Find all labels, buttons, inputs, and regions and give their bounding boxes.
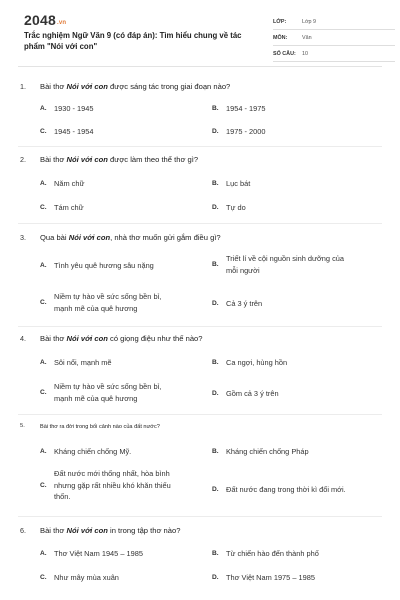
option-label: B. — [212, 180, 219, 188]
meta-value: Lớp 9 — [302, 18, 317, 25]
option-1a[interactable] — [40, 103, 93, 115]
option-3a[interactable] — [40, 260, 154, 272]
option-text: 1954 - 1975 — [226, 104, 266, 113]
option-label: D. — [212, 128, 219, 136]
logo-suffix: .vn — [56, 20, 67, 26]
question-text: Bài thơ Nói với con được sáng tác trong giai đoạn nào? — [40, 82, 231, 91]
logo-text: 2048 — [24, 12, 56, 28]
question-number: 6. — [20, 526, 26, 535]
option-text: Lục bát — [226, 179, 251, 188]
option-2c[interactable] — [40, 202, 84, 214]
option-label: D. — [212, 574, 219, 582]
option-text: 1945 - 1954 — [54, 127, 94, 136]
option-text: Cả 3 ý trên — [226, 299, 263, 308]
meta-value: 10 — [302, 50, 308, 57]
option-text: Đất nước đang trong thời kì đổi mới. — [226, 485, 346, 494]
option-label: A. — [40, 550, 47, 558]
meta-row-subject — [273, 30, 395, 46]
question-number: 4. — [20, 334, 26, 343]
option-4b[interactable] — [212, 357, 287, 369]
divider — [18, 223, 382, 224]
option-label: C. — [40, 299, 47, 306]
option-text: Sôi nổi, mạnh mẽ — [54, 358, 112, 367]
option-text: Tình yêu quê hương sâu nặng — [54, 261, 154, 270]
question-number: 1. — [20, 82, 26, 91]
divider — [18, 326, 382, 327]
option-label: B. — [212, 359, 219, 367]
question-text: Bài thơ Nói với con in trong tập thơ nào? — [40, 526, 181, 535]
option-label: A. — [40, 359, 47, 367]
option-text: Đất nước mới thống nhất, hòa bình nhưng gặp rất nhiều khó khăn thiếu thốn. — [54, 469, 171, 501]
option-label: B. — [212, 105, 219, 113]
option-label: D. — [212, 390, 219, 398]
option-text: Kháng chiến chống Mỹ. — [54, 447, 132, 456]
header — [18, 0, 382, 67]
option-text: Tự do — [226, 203, 246, 212]
option-label: C. — [40, 389, 47, 396]
option-text: 1930 - 1945 — [54, 104, 94, 113]
option-5b[interactable] — [212, 446, 309, 458]
question-text: Bài thơ Nói với con có giọng điệu như thế nào? — [40, 334, 203, 343]
option-label: A. — [40, 180, 47, 188]
meta-key: MÔN: — [273, 34, 288, 41]
site-logo[interactable] — [24, 12, 66, 28]
divider — [18, 516, 382, 517]
meta-table — [273, 14, 395, 62]
meta-key: SỐ CÂU: — [273, 50, 296, 57]
option-5c[interactable] — [40, 468, 171, 503]
option-text: Như mây mùa xuân — [54, 573, 119, 582]
option-5a[interactable] — [40, 446, 131, 458]
page-title: Trắc nghiệm Ngữ Văn 9 (có đáp án): Tìm hiểu chung về tác phẩm "Nói với con" — [24, 31, 242, 51]
option-text: Từ chiến hào đến thành phố — [226, 549, 319, 558]
option-4a[interactable] — [40, 357, 112, 369]
option-text: Ca ngợi, hùng hồn — [226, 358, 288, 367]
option-text: Niềm tự hào về sức sống bền bỉ, mạnh mẽ của quê hương — [54, 382, 162, 403]
option-label: A. — [40, 262, 47, 270]
question-number: 2. — [20, 155, 26, 164]
divider — [18, 146, 382, 147]
meta-key: LỚP: — [273, 18, 287, 25]
option-6a[interactable] — [40, 548, 143, 560]
option-4d[interactable] — [212, 388, 279, 400]
option-label: A. — [40, 448, 47, 456]
meta-row-grade — [273, 14, 395, 30]
option-2a[interactable] — [40, 178, 84, 190]
option-label: D. — [212, 204, 219, 212]
option-label: C. — [40, 481, 47, 489]
option-text: Kháng chiến chống Pháp — [226, 447, 309, 456]
divider — [18, 414, 382, 415]
option-1d[interactable] — [212, 126, 265, 138]
option-3d[interactable] — [212, 298, 262, 310]
question-number: 3. — [20, 233, 26, 242]
question-text: Bài thơ Nói với con được làm theo thể thơ gì? — [40, 155, 199, 164]
option-text: 1975 - 2000 — [226, 127, 266, 136]
option-2d[interactable] — [212, 202, 246, 214]
option-text: Thơ Việt Nam 1945 – 1985 — [54, 549, 143, 558]
option-label: B. — [212, 550, 219, 558]
option-6b[interactable] — [212, 548, 319, 560]
question-number: 5. — [20, 423, 25, 429]
question-text: Bài thơ ra đời trong bối cảnh nào của đất nước? — [40, 424, 160, 430]
option-4c[interactable] — [40, 381, 161, 404]
option-text: Triết lí về cội nguồn sinh dưỡng của mỗi người — [226, 254, 344, 275]
option-label: C. — [40, 574, 47, 582]
option-2b[interactable] — [212, 178, 250, 190]
option-label: C. — [40, 128, 47, 136]
option-text: Gồm cả 3 ý trên — [226, 389, 279, 398]
option-text: Tám chữ — [54, 203, 84, 212]
question-text: Qua bài Nói với con, nhà thơ muốn gửi gắm điều gì? — [40, 233, 221, 242]
option-3b[interactable] — [212, 253, 344, 276]
option-label: C. — [40, 204, 47, 212]
option-text: Năm chữ — [54, 179, 85, 188]
meta-value: Văn — [302, 34, 312, 41]
option-5d[interactable] — [212, 484, 346, 496]
meta-row-count — [273, 46, 395, 62]
option-text: Niềm tự hào về sức sống bền bỉ, mạnh mẽ của quê hương — [54, 292, 162, 313]
option-6d[interactable] — [212, 572, 315, 584]
option-label: D. — [212, 300, 219, 308]
option-1c[interactable] — [40, 126, 93, 138]
option-3c[interactable] — [40, 291, 161, 314]
option-label: B. — [212, 261, 219, 268]
option-1b[interactable] — [212, 103, 265, 115]
option-label: B. — [212, 448, 219, 456]
option-label: D. — [212, 486, 219, 494]
option-text: Thơ Việt Nam 1975 – 1985 — [226, 573, 315, 582]
option-6c[interactable] — [40, 572, 119, 584]
option-label: A. — [40, 105, 47, 113]
